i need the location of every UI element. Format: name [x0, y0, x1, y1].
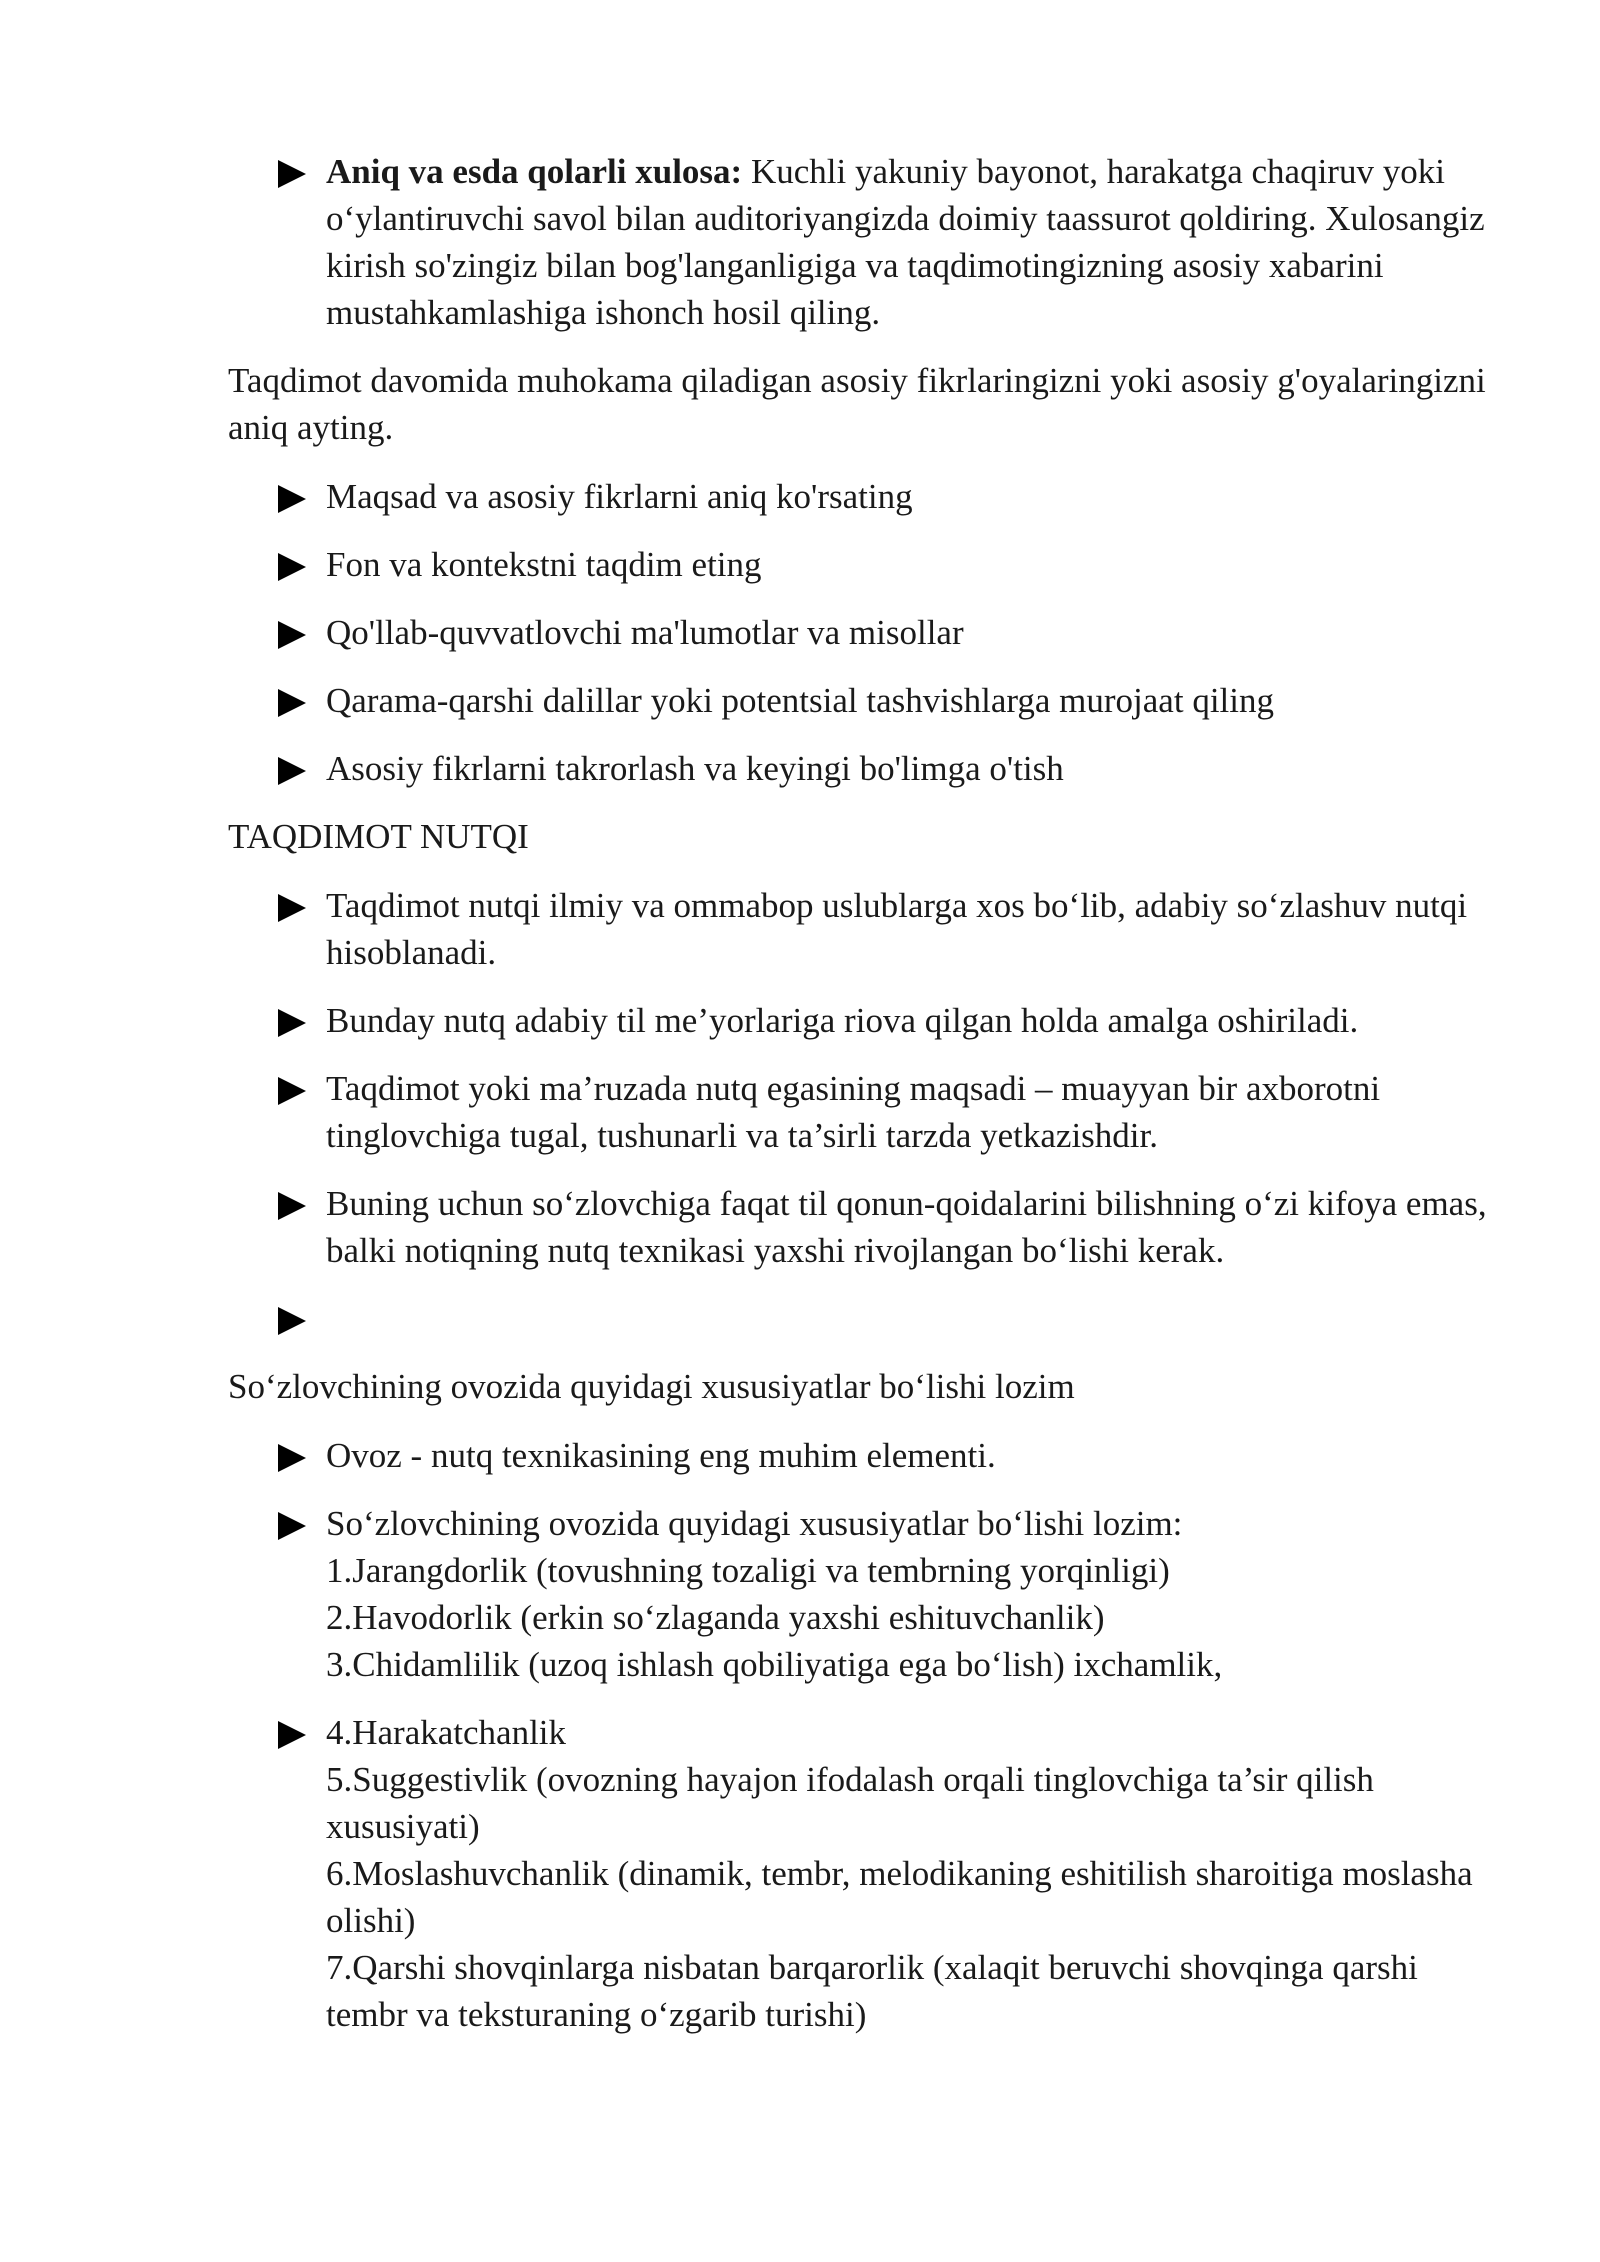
- list-item-text: Qo'llab-quvvatlovchi ma'lumotlar va misollar: [326, 613, 964, 652]
- list-item-text: Ovoz - nutq texnikasining eng muhim elementi.: [326, 1436, 996, 1475]
- triangle-bullet-icon: [278, 1077, 306, 1105]
- list-item: [228, 1709, 1490, 2038]
- list-line: 1.Jarangdorlik (tovushning tozaligi va tembrning yorqinligi): [326, 1551, 1170, 1590]
- list-item-text: Taqdimot nutqi ilmiy va ommabop uslublarga xos bo‘lib, adabiy so‘zlashuv nutqi hisoblanadi.: [326, 886, 1468, 972]
- bullet-lead-bold: Aniq va esda qolarli xulosa:: [326, 152, 743, 191]
- list-item: [228, 541, 1490, 588]
- list-item-text: Maqsad va asosiy fikrlarni aniq ko'rsating: [326, 477, 913, 516]
- list-item-empty: [228, 1295, 1490, 1342]
- triangle-bullet-icon: [278, 1512, 306, 1540]
- triangle-bullet-icon: [278, 1307, 306, 1335]
- list-item: [228, 677, 1490, 724]
- list-item: [228, 1065, 1490, 1159]
- triangle-bullet-icon: [278, 1721, 306, 1749]
- list-item-text: Asosiy fikrlarni takrorlash va keyingi bo'limga o'tish: [326, 749, 1064, 788]
- list-item: [228, 1432, 1490, 1479]
- list-item: [228, 745, 1490, 792]
- list-line: 7.Qarshi shovqinlarga nisbatan barqarorlik (xalaqit beruvchi shovqinga qarshi tembr va teksturaning o‘zgarib turishi): [326, 1948, 1418, 2034]
- list-item-text: Qarama-qarshi dalillar yoki potentsial tashvishlarga murojaat qiling: [326, 681, 1274, 720]
- triangle-bullet-icon: [278, 894, 306, 922]
- section-heading: TAQDIMOT NUTQI: [228, 817, 529, 856]
- triangle-bullet-icon: [278, 485, 306, 513]
- paragraph-intro: Taqdimot davomida muhokama qiladigan asosiy fikrlaringizni yoki asosiy g'oyalaringizni aniq ayting.: [228, 361, 1486, 447]
- list-item-text: Taqdimot yoki ma’ruzada nutq egasining maqsadi – muayyan bir axborotni tinglovchiga tugal, tushunarli va ta’sirli tarzda yetkazishdir.: [326, 1069, 1381, 1155]
- list-line: 3.Chidamlilik (uzoq ishlash qobiliyatiga ega bo‘lish) ixchamlik,: [326, 1645, 1223, 1684]
- list-line: 5.Suggestivlik (ovozning hayajon ifodalash orqali tinglovchiga ta’sir qilish xususiyati): [326, 1760, 1374, 1846]
- bullet-conclusion-text: Kuchli yakuniy bayonot, harakatga chaqiruv yoki o‘ylantiruvchi savol bilan auditoriyangizda doimiy taassurot qoldiring. Xulosangiz kirish so'zingiz bilan bog'langanligiga va taqdimotingizning asosiy xabarini mustahkamlashiga ishonch hosil qiling.: [326, 152, 1485, 332]
- list-item: [228, 1180, 1490, 1274]
- document-content: [228, 148, 1490, 2059]
- triangle-bullet-icon: [278, 621, 306, 649]
- list-item-text: Bunday nutq adabiy til me’yorlariga riova qilgan holda amalga oshiriladi.: [326, 1001, 1359, 1040]
- triangle-bullet-icon: [278, 757, 306, 785]
- list-line: So‘zlovchining ovozida quyidagi xususiyatlar bo‘lishi lozim:: [326, 1504, 1183, 1543]
- triangle-bullet-icon: [278, 553, 306, 581]
- list-line: 6.Moslashuvchanlik (dinamik, tembr, melodikaning eshitilish sharoitiga moslasha olishi): [326, 1854, 1473, 1940]
- list-line: 2.Havodorlik (erkin so‘zlaganda yaxshi eshituvchanlik): [326, 1598, 1105, 1637]
- triangle-bullet-icon: [278, 689, 306, 717]
- list-item: [228, 473, 1490, 520]
- triangle-bullet-icon: [278, 1444, 306, 1472]
- paragraph-voice: So‘zlovchining ovozida quyidagi xususiyatlar bo‘lishi lozim: [228, 1367, 1075, 1406]
- list-item-text: Fon va kontekstni taqdim eting: [326, 545, 762, 584]
- bullet-conclusion: [228, 148, 1490, 336]
- list-item: [228, 997, 1490, 1044]
- list-item: [228, 609, 1490, 656]
- triangle-bullet-icon: [278, 1192, 306, 1220]
- list-item-text: Buning uchun so‘zlovchiga faqat til qonun-qoidalarini bilishning o‘zi kifoya emas, balki notiqning nutq texnikasi yaxshi rivojlangan bo‘lishi kerak.: [326, 1184, 1487, 1270]
- triangle-bullet-icon: [278, 160, 306, 188]
- list-item: [228, 1500, 1490, 1688]
- list-line: 4.Harakatchanlik: [326, 1713, 567, 1752]
- triangle-bullet-icon: [278, 1009, 306, 1037]
- list-item: [228, 882, 1490, 976]
